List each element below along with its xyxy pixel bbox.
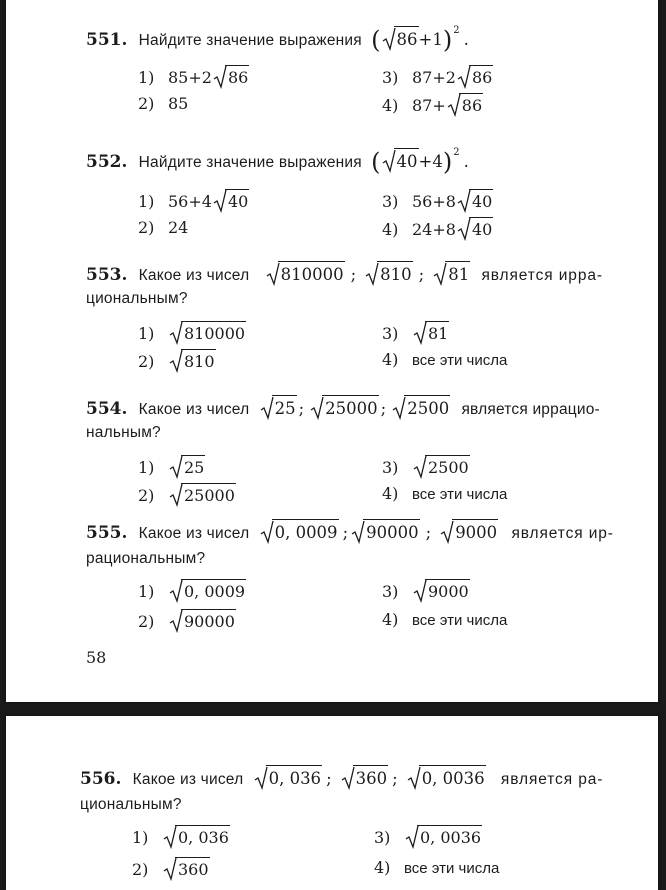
option: 3) 2500 [382, 454, 470, 480]
problem-text: Какое из чисел [138, 525, 250, 542]
problem-number: 553. [86, 265, 128, 285]
option: 3) 87+2 86 [382, 64, 493, 90]
option: 3) 9000 [382, 578, 470, 604]
option: 1) 25 [138, 454, 205, 480]
textbook-page-59 [6, 716, 658, 890]
option: 1) 56+4 40 [138, 188, 249, 214]
option: 2) 810 [138, 348, 216, 374]
option: 1) 810000 [138, 320, 246, 346]
problem-553: 553. Какое из чисел 810000 ; 810 ; 81 является ирра- циональным? 1) 810000 3) 81 2) 810 4) все эти числа [86, 260, 641, 380]
option: 4) все эти числа [374, 858, 500, 877]
option: 3) 81 [382, 320, 449, 346]
problem-number: 555. [86, 523, 128, 543]
problem-text: Какое из чисел [138, 267, 250, 284]
option: 2) 24 [138, 218, 189, 237]
option: 3) 56+8 40 [382, 188, 493, 214]
problem-text: Найдите значение выражения [138, 154, 362, 171]
problem-text-continued: рациональным? [86, 550, 206, 567]
problem-text-continued: нальным? [86, 424, 161, 441]
problem-551 [86, 14, 641, 124]
problem-text-continued: циональным? [80, 796, 182, 813]
problem-554: 554. Какое из чисел 25 ; 25000 ; 2500 является иррацио- нальным? 1) 25 3) 2500 2) 25000 4) все эти числа [86, 394, 641, 514]
option: 1) 0, 036 [132, 824, 230, 850]
option: 3) 0, 0036 [374, 824, 482, 850]
option: 1) 85+2 86 [138, 64, 249, 90]
option: 2) 25000 [138, 482, 236, 508]
option: 4) 87+ 86 [382, 92, 483, 118]
problem-number: 554. [86, 399, 128, 419]
problem-number: 551. [86, 30, 128, 50]
option: 4) все эти числа [382, 610, 508, 629]
option: 4) все эти числа [382, 350, 508, 369]
option: 1) 0, 0009 [138, 578, 246, 604]
problem-text-continued: циональным? [86, 290, 188, 307]
problem-556: 556. Какое из чисел 0, 036 ; 360 ; 0, 0036 является ра- циональным? 1) 0, 036 3) 0, 0036 2) 360 4) все эти числа [80, 764, 635, 890]
option: 2) 90000 [138, 608, 236, 634]
expression: ( 40+4)$^2$ . [371, 147, 469, 176]
sqrt: 86 [382, 25, 419, 53]
problem-text: Найдите значение выражения [138, 32, 362, 49]
page-number: 58 [86, 648, 107, 667]
option: 4) 24+8 40 [382, 216, 493, 242]
problem-text: Какое из чисел [132, 771, 244, 788]
problem-text: Какое из чисел [138, 401, 250, 418]
expression: ( 86+1)$^2$ . [371, 25, 469, 54]
problem-552 [86, 140, 641, 250]
option: 4) все эти числа [382, 484, 508, 503]
textbook-page-58 [6, 0, 658, 702]
option: 2) 360 [132, 856, 210, 882]
problem-number: 552. [86, 152, 128, 172]
option: 2) 85 [138, 94, 189, 113]
problem-number: 556. [80, 769, 122, 789]
problem-555: 555. Какое из чисел 0, 0009 ; 90000 ; 9000 является ир- рациональным? 1) 0, 0009 3) 9000 2) 90000 4) все эти числа [86, 518, 641, 638]
